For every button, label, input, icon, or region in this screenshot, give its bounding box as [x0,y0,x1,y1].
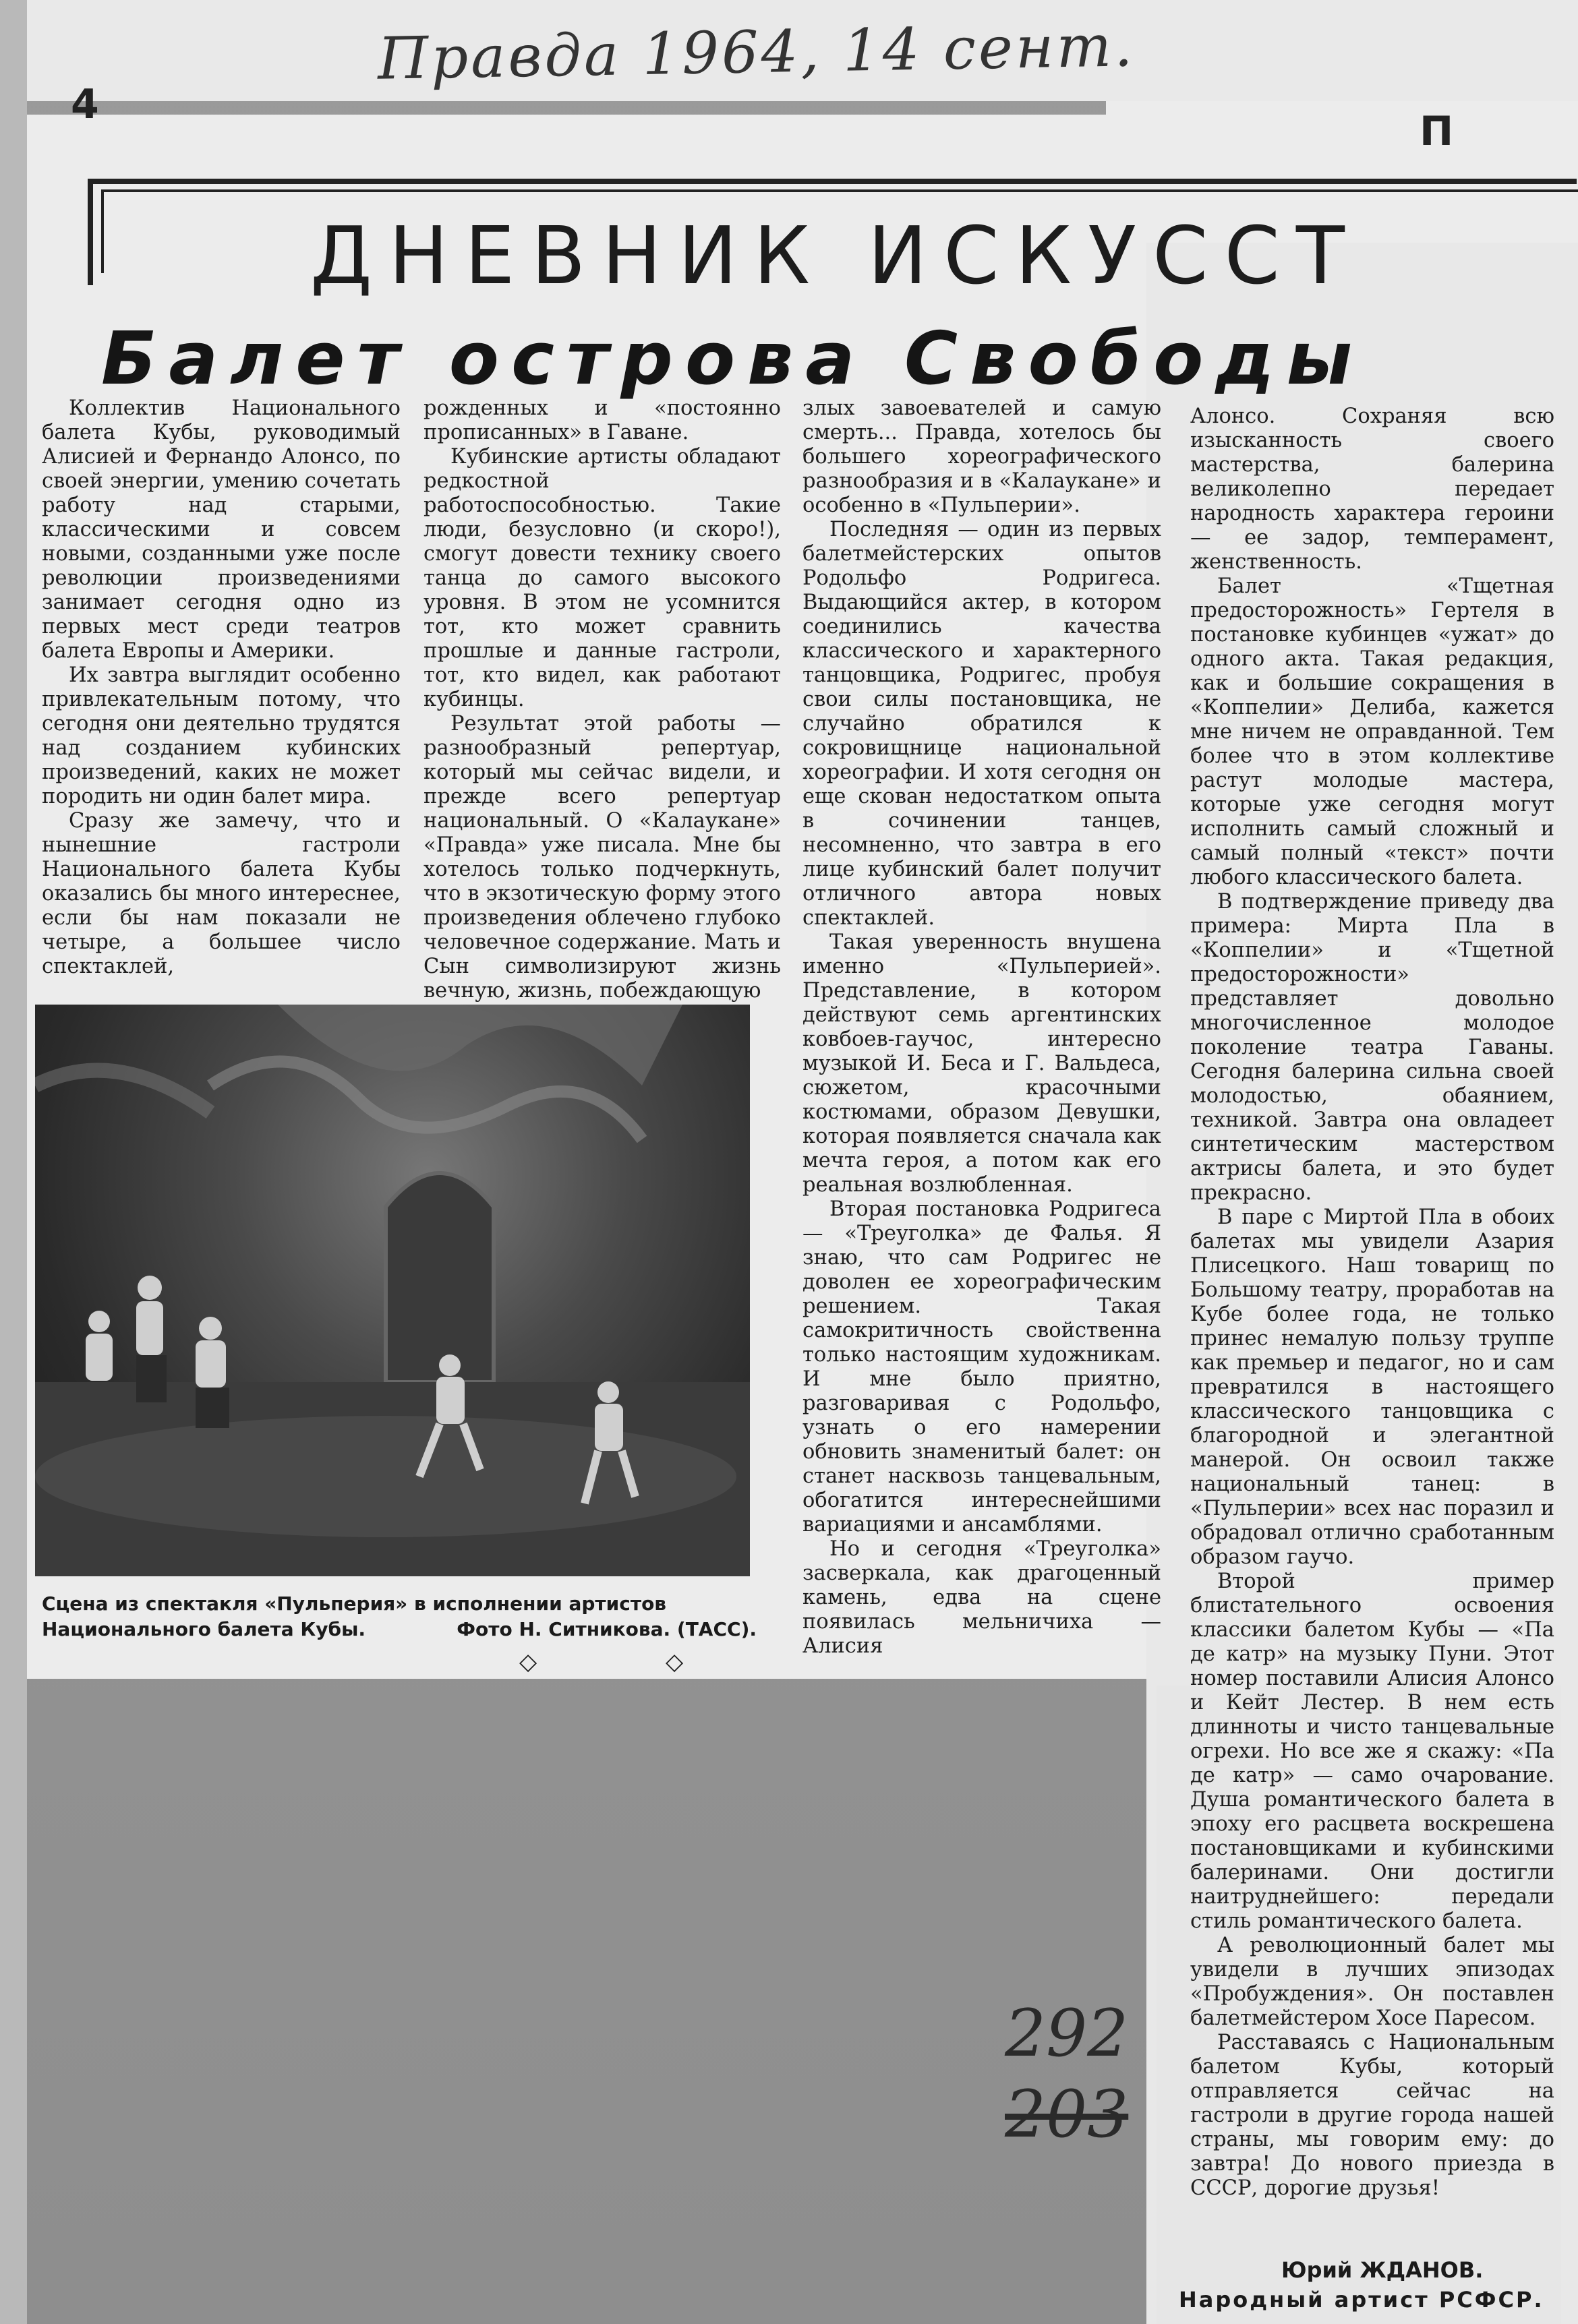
paragraph: Коллектив Национального балета Кубы, руководимый Алисией и Фернандо Алонсо, по своей энергии, умению сочетать работу над старыми, классическими и совсем новыми, созданными уже после революции произведениями занимает сегодня одно из первых мест среди театров балета Европы и Америки. [42,396,401,663]
article-column-1 [42,396,401,979]
paragraph: Сразу же замечу, что и нынешние гастроли Национального балета Кубы оказались бы много интереснее, если бы нам показали не четыре, а большее число спектаклей, [42,809,401,978]
ornament-diamonds: ◇ ◇ [519,1648,744,1675]
paragraph: Результат этой работы — разнообразный репертуар, который мы сейчас видели, и прежде всего репертуар национальный. О «Калаукане» «Правда» уже писала. Мне бы хотелось только подчеркнуть, что в экзотическую форму этого произведения облечено глубоко человечное содержание. Мать и Сын символизируют жизнь вечную, жизнь, побеждающую [423,712,781,1003]
handwritten-source-note: Правда 1964, 14 сент. [377,12,1136,93]
rubric-title: ДНЕВНИК ИСКУССТ [310,209,1361,302]
photo-caption [42,1591,757,1642]
paragraph: В паре с Миртой Пла в обоих балетах мы увидели Азария Плисецкого. Наш товарищ по Большому театру, проработав на Кубе более года, не только принес немалую пользу труппе как премьер и педагог, но и сам превратился в настоящего классического танцовщика с благородной и элегантной манерой. Он освоил также национальный танец: в «Пульперии» всех нас поразил и обрадовал отлично сработанным образом гаучо. [1190,1205,1554,1569]
author-name: Юрий ЖДАНОВ. [1281,2257,1484,2283]
article-column-3 [802,396,1161,1659]
paragraph: А революционный балет мы увидели в лучших эпизодах «Пробуждения». Он поставлен балетмейстером Хосе Паресом. [1190,1934,1554,2030]
paragraph: Кубинские артисты обладают редкостной работоспособностью. Такие люди, безусловно (и скоро!), смогут довести технику своего танца до самого высокого уровня. В этом не усомнится тот, кто может сравнить прошлые и данные гастроли, тот, кто видел, как работают кубинцы. [423,445,781,711]
paragraph: Последняя — один из первых балетмейстерских опытов Родольфо Родригеса. Выдающийся актер, в котором соединились качества классического и характерного танцовщика, Родригес, пробуя свои силы постановщика, не случайно обратился к сокровищнице национальной хореографии. И хотя сегодня он еще скован недостатком опыта в сочинении танцев, несомненно, что завтра в его лице кубинский балет получит отличного автора новых спектаклей. [802,518,1161,930]
article-headline: Балет острова Свободы [101,317,1365,401]
paragraph: Вторая постановка Родригеса — «Треуголка» де Фалья. Я знаю, что сам Родригес не доволен ее хореографическим решением. Такая самокритичность свойственна только настоящим художникам. И мне было приятно, разговаривая с Родольфо, узнать о его намерении обновить знаменитый балет: он станет насквозь танцевальным, обогатится интереснейшими вариациями и ансамблями. [802,1197,1161,1537]
photo-credit: Фото Н. Ситникова. (ТАСС). [457,1618,757,1640]
paragraph: рожденных и «постоянно прописанных» в Гаване. [423,396,781,444]
author-title: Народный артист РСФСР. [1179,2287,1544,2313]
photo-illustration [35,1005,750,1576]
paragraph: Балет «Тщетная предосторожность» Гертеля в постановке кубинцев «ужат» до одного акта. Такая редакция, как и большие сокращения в «Коппелии» Делиба, кажется мне ничем не оправданной. Тем более что в этом коллективе растут молодые мастера, которые уже сегодня могут исполнить самый сложный и самый полный «текст» почти любого классического балета. [1190,574,1554,889]
paragraph: Их завтра выглядит особенно привлекательным потому, что сегодня они деятельно трудятся над созданием кубинских произведений, каких не может породить ни один балет мира. [42,663,401,808]
article-column-4 [1190,405,1554,2201]
paragraph: злых завоевателей и самую смерть... Правда, хотелось бы большего хореографического разнообразия и в «Калаукане» и особенно в «Пульперии». [802,396,1161,517]
paragraph: Алонсо. Сохраняя всю изысканность своего мастерства, балерина великолепно передает народность характера героини — ее задор, темперамент, женственность. [1190,405,1554,574]
paragraph: Второй пример блистательного освоения классики балетом Кубы — «Па де катр» на музыку Пуни. Этот номер поставили Алисия Алонсо и Кейт Лестер. В нем есть длинноты и чисто танцевальные огрехи. Но все же я скажу: «Па де катр» — само очарование. Душа романтического балета в эпоху его расцвета воскрешена постановщиками и кубинскими балеринами. Они достигли наитруднейшего: передали стиль романтического балета. [1190,1570,1554,1933]
paragraph: В подтверждение приведу два примера: Мирта Пла в «Коппелии» и «Тщетной предосторожности» представляет довольно многочисленное молодое поколение театра Гаваны. Сегодня балерина сильна своей молодостью, обаянием, техникой. Завтра она овладеет синтетическим мастерством актрисы балета, и это будет прекрасно. [1190,890,1554,1205]
archive-number: 292 [1005,1996,1129,2071]
ballet-scene-photo [35,1005,750,1576]
paragraph: Такая уверенность внушена именно «Пульперией». Представление, в котором действуют семь аргентинских ковбоев-гаучос, интересно музыкой И. Беса и Г. Вальдеса, сюжетом, красочными костюмами, образом Девушки, которая появляется сначала как мечта героя, а потом как его реальная возлюбленная. [802,930,1161,1197]
archive-number-crossed: 203 [1005,2077,1129,2152]
paragraph: Расставаясь с Национальным балетом Кубы, который отправляется сейчас на гастроли в другие города нашей страны, мы говорим ему: до завтра! До нового приезда в СССР, дорогие друзья! [1190,2031,1554,2200]
page-number: 4 [71,81,99,128]
caption-text: Сцена из спектакля «Пульперия» в исполнении артистов Национального балета Кубы. [42,1592,667,1640]
masthead-fragment: П [1420,108,1454,155]
article-column-2 [423,396,781,1003]
paragraph: Но и сегодня «Треуголка» засверкала, как драгоценный камень, едва на сцене появилась мельничиха — Алисия [802,1537,1161,1658]
board-left-edge [0,0,27,2324]
